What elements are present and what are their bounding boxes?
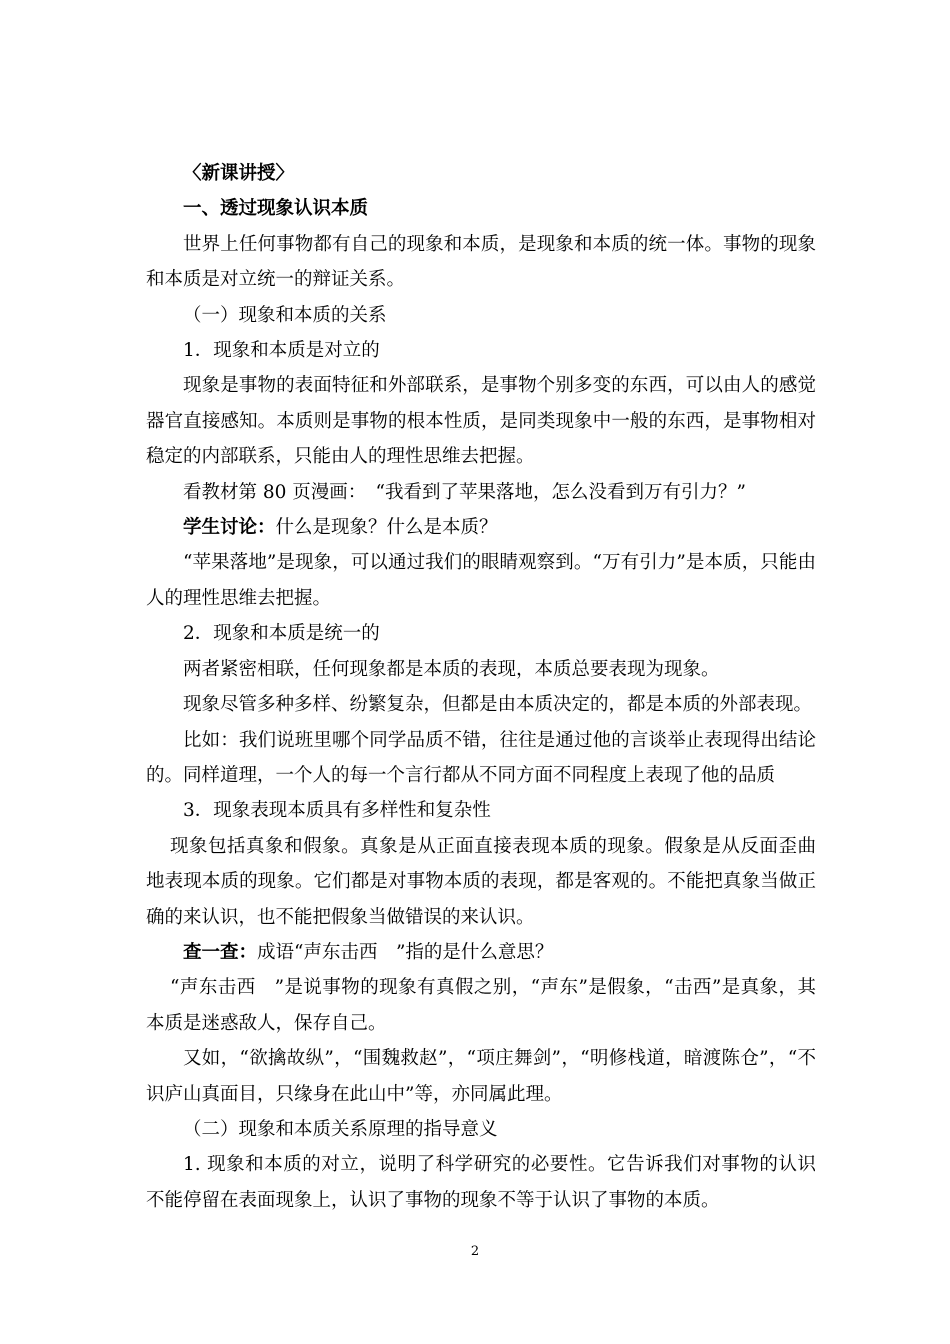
paragraph-item-2a: 两者紧密相联，任何现象都是本质的表现，本质总要表现为现象。 [183,658,720,680]
item-title-2: 2．现象和本质是统一的 [183,623,380,645]
paragraph-guide-1: 1. 现象和本质的对立，说明了科学研究的必要性。它告诉我们对事物的认识不能停留在表面现象上，认识了事物的现象不等于认识了事物的本质。 [146,1154,816,1211]
check-label: 查一查： [183,941,258,963]
discussion-label: 学生讨论： [183,517,276,539]
discussion-text: 什么是现象？什么是本质？ [275,517,498,539]
subsection-title-1: （一）现象和本质的关系 [183,304,387,326]
paragraph-intro: 世界上任何事物都有自己的现象和本质，是现象和本质的统一体。事物的现象和本质是对立统一的辩证关系。 [146,233,816,291]
subsection-title-2: （二）现象和本质关系原理的指导意义 [183,1118,498,1140]
check-text: 成语“声东击西 ”指的是什么意思？ [257,941,554,963]
paragraph-examples: 又如，“欲擒故纵”，“围魏救赵”，“项庄舞剑”，“明修栈道，暗渡陈仓”，“不识庐山真面目，只缘身在此山中”等，亦同属此理。 [146,1048,816,1105]
paragraph-textbook: 看教材第 80 页漫画： “我看到了苹果落地，怎么没看到万有引力？” [183,481,746,503]
paragraph-item-3: 现象包括真象和假象。真象是从正面直接表现本质的现象。假象是从反面歪曲地表现本质的现象。它们都是对事物本质的表现，都是客观的。不能把真象当做正确的来认识，也不能把假象当做错误的来认识。 [146,835,816,928]
paragraph-item-1: 现象是事物的表面特征和外部联系，是事物个别多变的东西，可以由人的感觉器官直接感知。本质则是事物的根本性质，是同类现象中一般的东西，是事物相对稳定的内部联系，只能由人的理性思维去把握。 [146,375,816,468]
paragraph-item-2c: 比如：我们说班里哪个同学品质不错，往往是通过他的言谈举止表现得出结论的。同样道理，一个人的每一个言行都从不同方面不同程度上表现了他的品质 [146,729,816,786]
paragraph-item-2b: 现象尽管多种多样、纷繁复杂，但都是由本质决定的，都是本质的外部表现。 [183,694,813,716]
section-title-1: 一、透过现象认识本质 [183,198,369,220]
paragraph-check [146,935,816,970]
paragraph-discussion [146,510,816,545]
paragraph-idiom: “声东击西 ”是说事物的现象有真假之别，“声东”是假象，“击西”是真象，其本质是迷惑敌人，保存自己。 [146,977,816,1034]
item-title-1: 1．现象和本质是对立的 [183,340,380,362]
item-title-3: 3．现象表现本质具有多样性和复杂性 [183,800,491,822]
lecture-heading: 〈新课讲授〉 [183,163,295,184]
page-content [146,156,816,1218]
page-number: 2 [470,1244,480,1259]
paragraph-apple: “苹果落地”是现象，可以通过我们的眼睛观察到。“万有引力”是本质，只能由人的理性思维去把握。 [146,552,816,609]
